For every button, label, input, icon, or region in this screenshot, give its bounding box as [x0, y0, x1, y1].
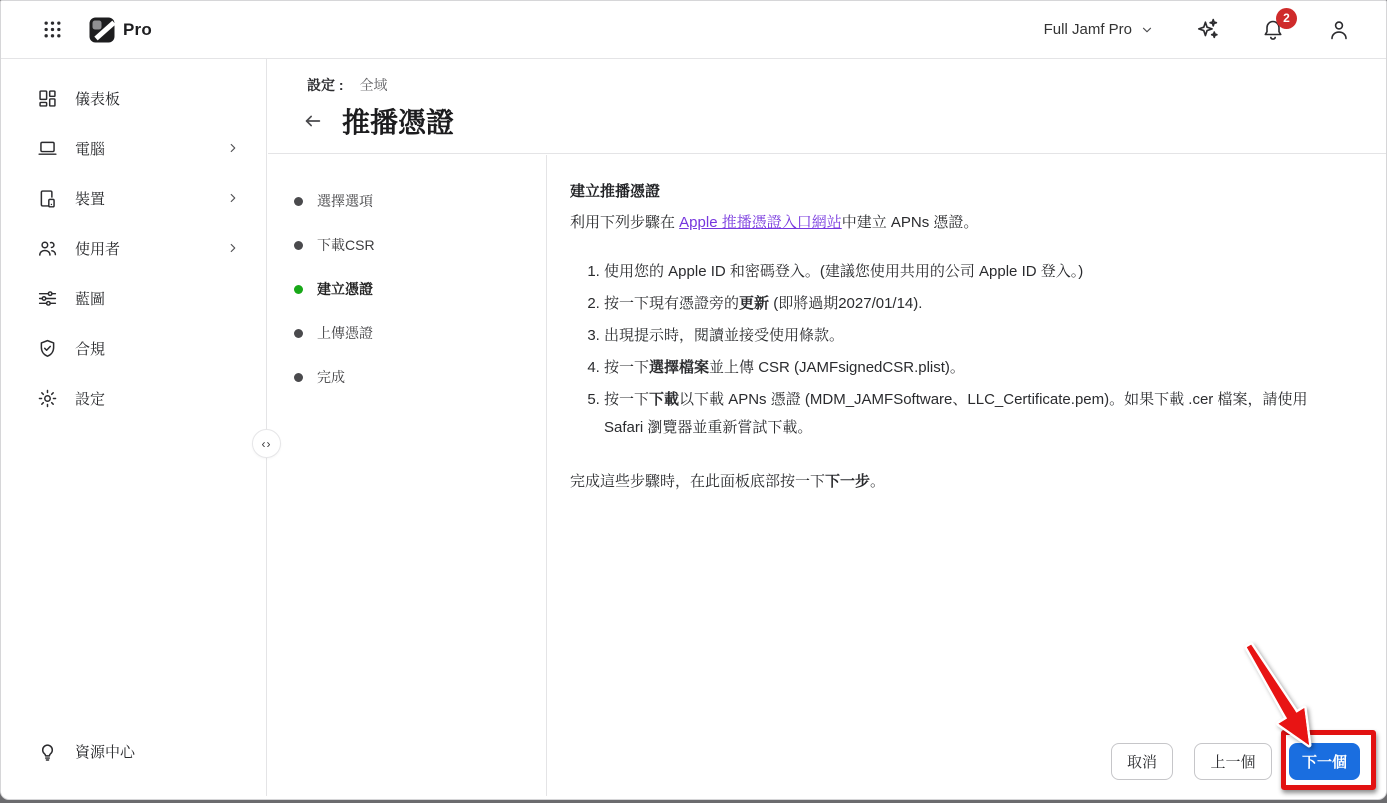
- next-button[interactable]: 下一個: [1289, 743, 1360, 780]
- page-title: 推播憑證: [342, 107, 455, 138]
- step-text-bold: 選擇檔案: [649, 359, 710, 376]
- instruction-step-1: [604, 258, 1330, 286]
- apple-push-portal-link[interactable]: Apple 推播憑證入口網站: [679, 214, 842, 231]
- step-text-bold: 下載: [649, 391, 680, 408]
- sidebar-item-computers[interactable]: [1, 123, 266, 173]
- step-text: 按一下: [604, 391, 650, 408]
- breadcrumb: [307, 75, 388, 95]
- sidebar-item-users[interactable]: [1, 223, 266, 273]
- step-text: 並上傳 CSR (JAMFsignedCSR.plist)。: [709, 359, 965, 376]
- intro-prefix: 利用下列步驟在: [570, 214, 680, 231]
- chevron-down-icon: [1140, 23, 1154, 37]
- cancel-button[interactable]: 取消: [1111, 743, 1173, 780]
- top-bar-right: [1043, 11, 1386, 43]
- sidebar-item-label: 合規: [75, 340, 106, 358]
- step-text: 按一下現有憑證旁的: [604, 295, 740, 312]
- instruction-step-2: [604, 290, 1330, 318]
- content-heading: 建立推播憑證: [570, 183, 661, 200]
- sidebar-collapse-handle[interactable]: [252, 429, 281, 458]
- sliders-icon: [37, 288, 58, 309]
- breadcrumb-section: 設定 :: [307, 77, 344, 93]
- grid-apps-icon[interactable]: [39, 17, 65, 43]
- brand-name: Pro: [123, 19, 152, 39]
- closing-text: 完成這些步驟時，在此面板底部按一下: [570, 473, 826, 490]
- step-text: 按一下: [604, 359, 650, 376]
- devices-icon: [37, 188, 58, 209]
- instruction-step-4: [604, 354, 1330, 382]
- closing-text-bold: 下一步: [825, 473, 871, 490]
- sparkles-icon[interactable]: [1194, 17, 1220, 43]
- user-icon[interactable]: [1326, 17, 1352, 43]
- notification-badge: 2: [1276, 8, 1297, 29]
- lightbulb-icon: [37, 741, 58, 762]
- top-bar: [1, 1, 1386, 59]
- sidebar-item-label: 儀表板: [75, 90, 121, 108]
- step-text: 以下載 APNs 憑證 (MDM_JAMFSoftware、LLC_Certificate.pem)。如果下載 .cer 檔案，請使用 Safari 瀏覽器並重新嘗試下載。: [604, 391, 1308, 436]
- sidebar-item-blueprints[interactable]: [1, 273, 266, 323]
- sidebar: [1, 59, 267, 796]
- sidebar-item-dashboard[interactable]: [1, 73, 266, 123]
- wizard-step-label: 完成: [317, 369, 345, 385]
- wizard-steps-panel: [268, 155, 547, 796]
- jamf-logo: [89, 17, 115, 43]
- wizard-step-upload-certificate: [268, 311, 546, 355]
- sidebar-item-settings[interactable]: [1, 373, 266, 423]
- sidebar-item-resource-center[interactable]: [1, 726, 266, 776]
- step-text: 出現提示時，閱讀並接受使用條款。: [604, 327, 845, 344]
- wizard-step-label: 上傳憑證: [317, 325, 373, 341]
- sidebar-item-label: 設定: [75, 390, 106, 408]
- back-arrow-icon[interactable]: [302, 110, 324, 132]
- closing-paragraph: [570, 468, 1330, 496]
- chevron-right-icon: [226, 191, 240, 205]
- previous-button[interactable]: 上一個: [1194, 743, 1272, 780]
- chevron-right-icon: [226, 141, 240, 155]
- sidebar-item-compliance[interactable]: [1, 323, 266, 373]
- closing-text: 。: [870, 473, 886, 490]
- wizard-step-label: 選擇選項: [317, 193, 373, 209]
- step-text-bold: 更新: [739, 295, 770, 312]
- step-text: (即將過期2027/01/14).: [769, 295, 923, 312]
- step-dot-icon: [294, 197, 303, 206]
- page-header: [268, 59, 1386, 154]
- title-row: [302, 101, 454, 141]
- wizard-step-label: 建立憑證: [317, 281, 373, 297]
- step-dot-active-icon: [294, 285, 303, 294]
- account-label: Full Jamf Pro: [1043, 21, 1132, 38]
- intro-suffix: 中建立 APNs 憑證。: [841, 214, 979, 231]
- instruction-step-5: [604, 386, 1330, 442]
- breadcrumb-context: 全域: [359, 77, 388, 93]
- sidebar-item-label: 藍圖: [75, 290, 106, 308]
- sidebar-item-devices[interactable]: [1, 173, 266, 223]
- intro-paragraph: [570, 212, 1330, 234]
- users-icon: [37, 238, 58, 259]
- account-switcher[interactable]: [1044, 21, 1154, 38]
- instructions: [548, 155, 1378, 496]
- chevron-right-icon: [226, 241, 240, 255]
- wizard-step-label: 下載CSR: [317, 237, 375, 253]
- top-bar-left: [1, 17, 152, 43]
- dashboard-icon: [37, 88, 58, 109]
- brand[interactable]: [89, 17, 152, 43]
- instruction-step-3: [604, 322, 1330, 350]
- sidebar-item-label: 電腦: [75, 140, 106, 158]
- wizard-step-create-certificate: [268, 267, 546, 311]
- instruction-list: [570, 258, 1330, 442]
- computer-icon: [37, 138, 58, 159]
- wizard-step-select-option: [268, 179, 546, 223]
- shield-check-icon: [37, 338, 58, 359]
- step-dot-icon: [294, 329, 303, 338]
- wizard-step-complete: [268, 355, 546, 399]
- sidebar-item-label: 資源中心: [75, 743, 136, 761]
- main-content: [548, 155, 1386, 796]
- sidebar-item-label: 裝置: [75, 190, 106, 208]
- step-dot-icon: [294, 373, 303, 382]
- step-text: 使用您的 Apple ID 和密碼登入。(建議您使用共用的公司 Apple ID 登入。): [604, 263, 1084, 280]
- collapse-chevrons-icon: ‹›: [261, 436, 272, 451]
- gear-icon: [37, 388, 58, 409]
- sidebar-footer: [1, 726, 266, 776]
- step-dot-icon: [294, 241, 303, 250]
- bell-icon[interactable]: [1260, 11, 1290, 43]
- wizard-step-download-csr: [268, 223, 546, 267]
- sidebar-item-label: 使用者: [75, 240, 121, 258]
